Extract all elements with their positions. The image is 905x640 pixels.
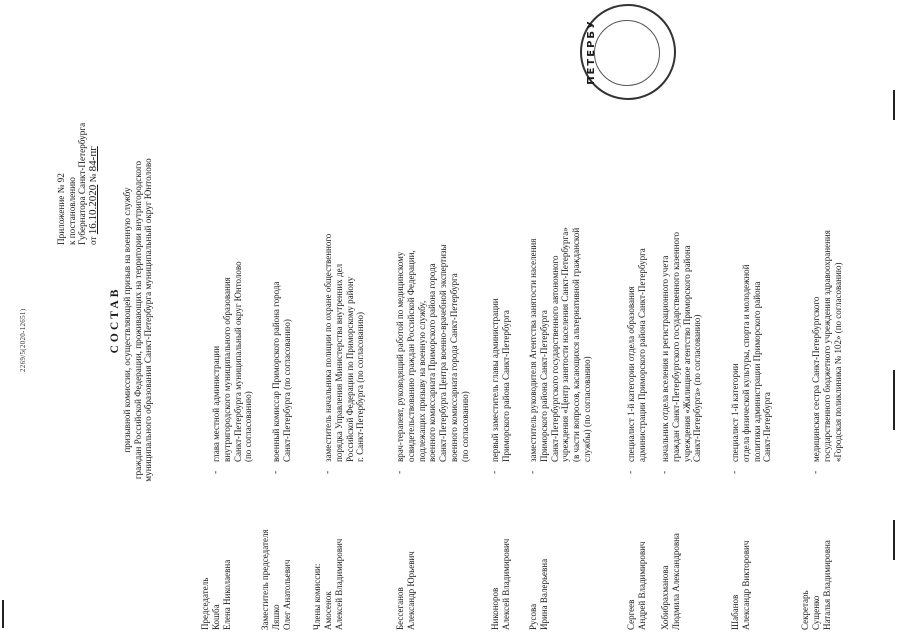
member-name: Секретарь Сущенко Наталья Владимировна bbox=[800, 540, 832, 630]
appendix-line-3: Губернатора Санкт-Петербурга bbox=[77, 122, 88, 245]
title-line-1: призывной комиссии, осуществляющей призыв на военную службу bbox=[121, 187, 132, 453]
member-position: специалист 1-й категории отдела образования администрации Приморского района Санкт-Петербурга bbox=[626, 248, 647, 462]
member-name: Никоноров Алексей Владимирович bbox=[490, 538, 511, 630]
member-name: Председатель Кошба Елена Николаевна bbox=[200, 559, 232, 630]
document-title bbox=[110, 60, 154, 580]
member-name: Сергеев Андрей Владимирович bbox=[626, 541, 647, 630]
member-position: военный комиссар Приморского района города Санкт-Петербурга (по согласованию) bbox=[271, 281, 292, 462]
appendix-line-2: к постановлению bbox=[66, 177, 77, 245]
member-dash: - bbox=[660, 470, 670, 474]
member-dash: - bbox=[626, 470, 636, 474]
appendix-date-prefix: от bbox=[87, 234, 98, 245]
member-dash: - bbox=[811, 470, 821, 474]
member-position: специалист 1-й категории отдела физической культуры, спорта и молодежной политики администрации Приморского района Санкт-Петербурга bbox=[730, 264, 773, 462]
appendix-block bbox=[56, 45, 98, 245]
scan-mark bbox=[2, 600, 4, 628]
official-seal bbox=[580, 4, 676, 100]
member-dash: - bbox=[271, 470, 281, 474]
title-heading: СОСТАВ bbox=[109, 286, 121, 354]
appendix-number-prefix: № bbox=[87, 171, 98, 185]
member-dash: - bbox=[211, 470, 221, 474]
member-position: заместитель руководителя Агентства занятости населения Приморского района Санкт-Петербурга Санкт-Петербургского государственного автономного учреждения «Центр занятости населения Санкт-Петербурга» (в части вопросов, касающихся альтернативной гражданской службы) (по согласованию) bbox=[528, 227, 592, 462]
appendix-number: 84-пг bbox=[86, 146, 99, 172]
title-line-3: муниципального образования Санкт-Петербурга муниципальный округ Юнтолово bbox=[143, 158, 154, 482]
scan-mark bbox=[893, 370, 895, 430]
member-position: первый заместитель главы администрации Приморского района Санкт-Петербурга bbox=[490, 298, 511, 462]
document-id: 2269/5(2020-12651) bbox=[19, 308, 27, 372]
member-dash: - bbox=[528, 470, 538, 474]
title-line-2: граждан Российской Федерации, проживающих на территории внутригородского bbox=[132, 160, 143, 480]
member-dash: - bbox=[730, 470, 740, 474]
appendix-line-1: Приложение № 92 bbox=[56, 173, 66, 245]
member-position: глава местной администрации внутригородского муниципального образования Санкт-Петербурга муниципальный округ Юнтолово (по согласованию) bbox=[211, 261, 254, 462]
member-position: врач-терапевт, руководящий работой по медицинскому освидетельствованию граждан Российской Федерации, подлежащих призыву на военную службу, военного комиссариата Приморского района города Санкт-Петербурга Центра военно-врачебной экспертизы военного комиссариата города Санкт-Петербурга (по согласованию) bbox=[395, 244, 470, 462]
member-name: Бессеганов Александр Юрьевич bbox=[395, 551, 416, 630]
scan-mark bbox=[893, 520, 895, 560]
seal-text: ПЕТЕРБУ bbox=[586, 19, 597, 85]
member-position: медицинская сестра Санкт-Петербургского государственного бюджетного учреждения здравоохранения «Городская поликлиника № 102» (по согласованию) bbox=[811, 230, 843, 462]
member-name: Шабанов Александр Викторович bbox=[730, 540, 751, 630]
member-position: начальник отдела вселения и регистрационного учета граждан Санкт-Петербургского государственного казенного учреждения «Жилищное агентство Приморского района Санкт-Петербурга» (по согласованию) bbox=[660, 232, 703, 462]
member-dash: - bbox=[395, 470, 405, 474]
member-name: Заместитель председателя Ляшко Олег Анатольевич bbox=[260, 529, 292, 630]
member-position: заместитель начальника полиции по охране общественного порядка Управления Министерства внутренних дел Российской Федерации по Приморскому району г. Санкт-Петербурга (по согласованию) bbox=[323, 233, 366, 462]
appendix-line-4 bbox=[88, 45, 99, 245]
scan-mark bbox=[893, 90, 895, 120]
member-dash: - bbox=[323, 470, 333, 474]
appendix-date: 16.10.2020 bbox=[86, 184, 99, 235]
member-name: Русова Ирина Валерьевна bbox=[528, 558, 549, 630]
member-dash: - bbox=[490, 470, 500, 474]
member-name: Члены комиссии: Амосенок Алексей Владимирович bbox=[312, 538, 344, 630]
member-name: Хобибрахманова Людмила Александровна bbox=[660, 533, 681, 630]
